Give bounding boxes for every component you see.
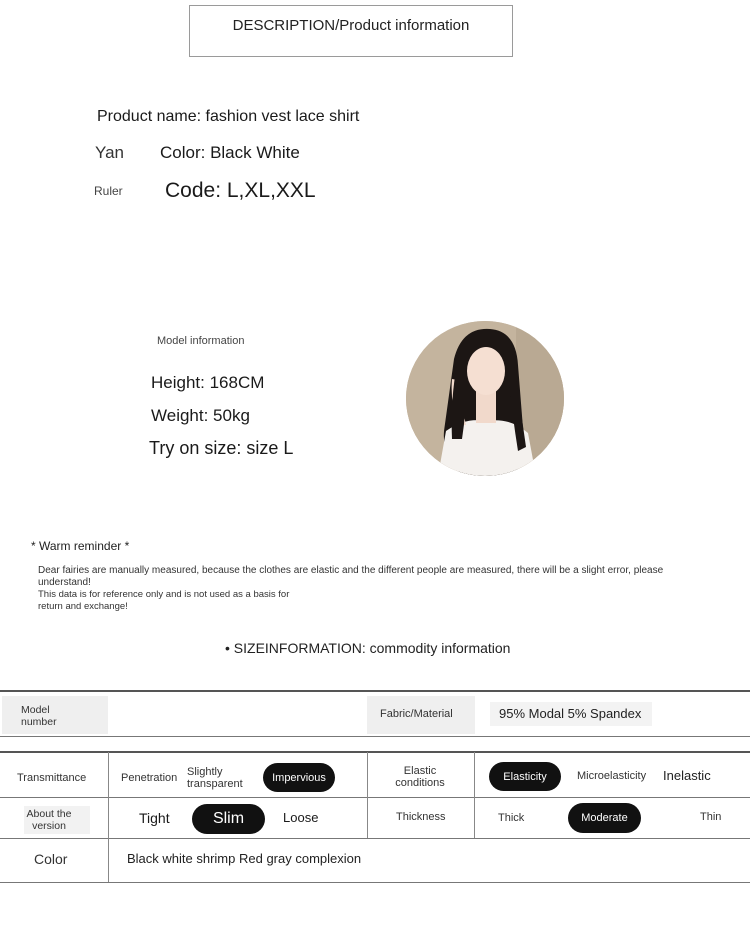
description-title: DESCRIPTION/Product information <box>232 17 470 34</box>
table-divider <box>0 751 750 753</box>
slim-option-selected: Slim <box>192 804 265 834</box>
thickness-label: Thickness <box>396 811 446 823</box>
inelastic-option: Inelastic <box>663 768 711 783</box>
microelasticity-option: Microelasticity <box>577 770 647 782</box>
table-top-border <box>0 690 750 692</box>
table-bottom-border <box>0 882 750 883</box>
model-photo <box>406 321 564 476</box>
elastic-conditions-label: Elastic conditions <box>395 765 445 789</box>
model-weight: Weight: 50kg <box>151 406 250 425</box>
thin-option: Thin <box>700 811 722 823</box>
description-header-box <box>189 5 513 57</box>
product-name: Product name: fashion vest lace shirt <box>97 108 360 125</box>
warm-reminder-note: This data is for reference only and is not used as a basis for return and exchange! <box>38 589 290 612</box>
table-column-divider <box>474 752 475 838</box>
slightly-transparent-option: Slightly transparent <box>187 766 243 790</box>
model-try-size: Try on size: size L <box>149 438 294 458</box>
elasticity-option-selected: Elasticity <box>489 762 561 791</box>
size-information-title: • SIZEINFORMATION: commodity information <box>225 640 511 656</box>
table-divider <box>0 797 750 798</box>
fabric-label: Fabric/Material <box>380 708 453 720</box>
product-ruler-label: Ruler <box>94 184 123 198</box>
product-color: Color: Black White <box>160 143 300 162</box>
table-divider <box>0 736 750 737</box>
model-height: Height: 168CM <box>151 373 265 392</box>
moderate-option-selected: Moderate <box>568 803 641 833</box>
model-number-label: Model number <box>21 704 57 728</box>
model-info-title: Model information <box>157 335 245 347</box>
impervious-option-selected: Impervious <box>263 763 335 792</box>
warm-reminder-text: Dear fairies are manually measured, because the clothes are elastic and the different people are measured, there will be a slight error, please understand! <box>38 565 664 588</box>
tight-option: Tight <box>139 810 170 826</box>
transmittance-label: Transmittance <box>17 772 87 784</box>
product-code: Code: L,XL,XXL <box>165 179 316 202</box>
thick-option: Thick <box>498 812 525 824</box>
table-column-divider <box>108 752 109 882</box>
table-column-divider <box>367 752 368 838</box>
warm-reminder-title: * Warm reminder * <box>31 539 130 553</box>
loose-option: Loose <box>283 810 319 825</box>
color-label: Color <box>34 851 68 867</box>
penetration-option: Penetration <box>121 772 178 784</box>
fabric-value: 95% Modal 5% Spandex <box>499 706 642 721</box>
product-yan-label: Yan <box>95 143 124 162</box>
model-photo-illustration <box>406 321 564 476</box>
table-divider <box>0 838 750 839</box>
color-value: Black white shrimp Red gray complexion <box>127 851 362 866</box>
version-label: About the version <box>26 808 72 832</box>
